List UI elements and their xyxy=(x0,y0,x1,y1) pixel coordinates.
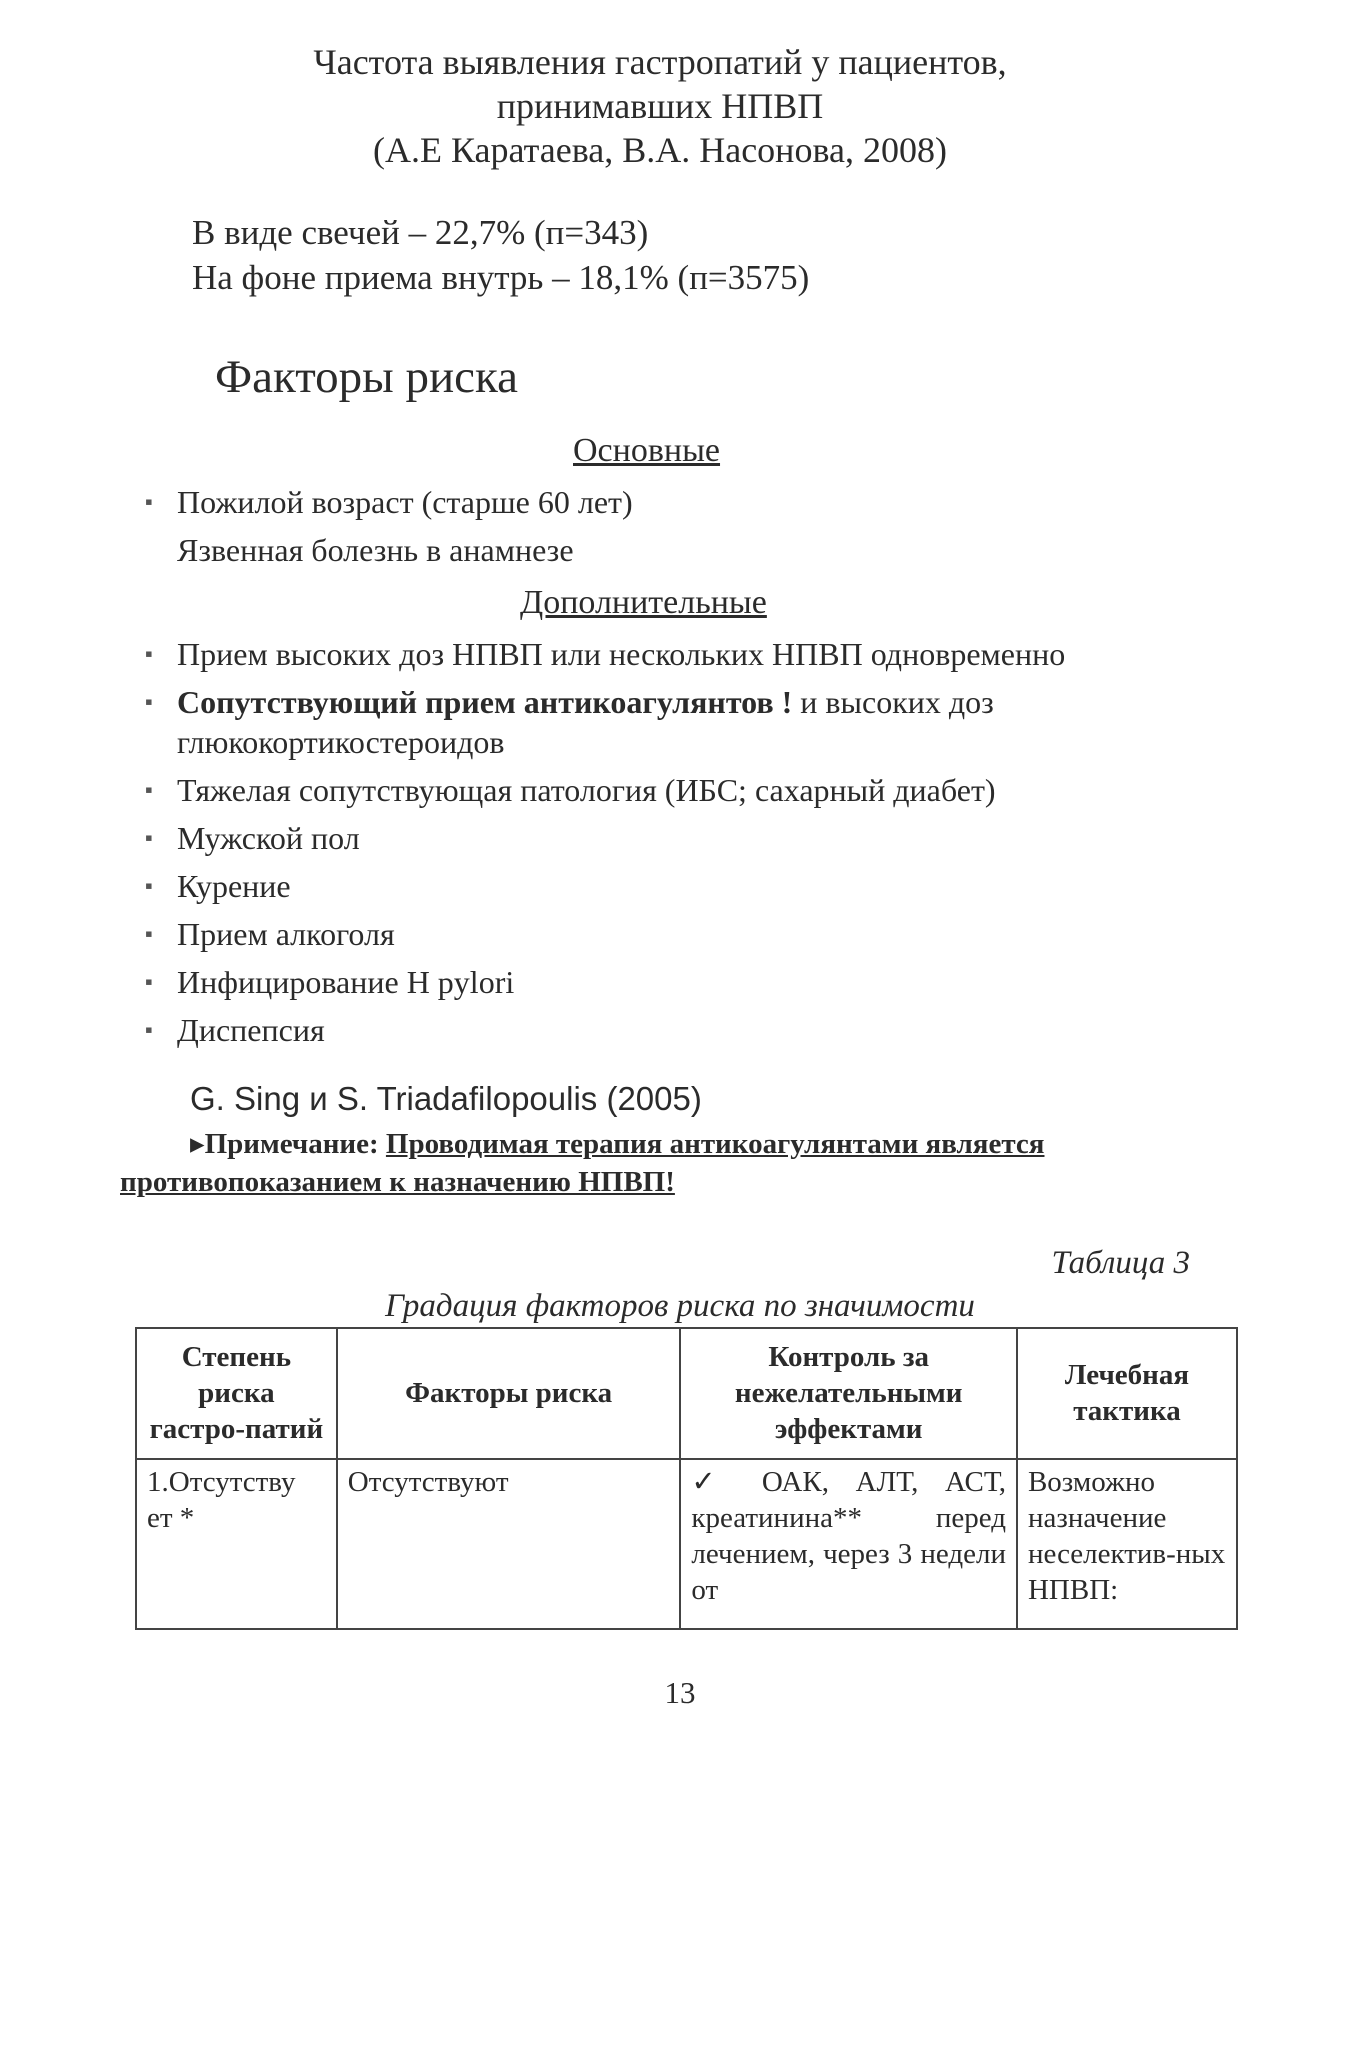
heading-line-1: Частота выявления гастропатий у пациентов, xyxy=(313,42,1007,82)
col-header-degree: Степень риска гастро-патий xyxy=(136,1328,337,1459)
frequency-stats xyxy=(192,210,809,300)
bullet-icon: ▪ xyxy=(145,969,153,994)
list-item: Язвенная болезнь в анамнезе xyxy=(177,532,574,568)
heading-line-3: (А.Е Каратаева, В.А. Насонова, 2008) xyxy=(373,130,947,170)
stat-suppositories: В виде свечей – 22,7% (п=343) xyxy=(192,213,649,252)
source-citation: G. Sing и S. Triadafilopoulis (2005) xyxy=(190,1080,702,1117)
list-item: ▪ Мужской пол xyxy=(145,820,360,856)
list-item: ▪ Тяжелая сопутствующая патология (ИБС; сахарный диабет) xyxy=(145,772,996,808)
cell-degree: 1.Отсутству ет * xyxy=(136,1459,337,1629)
table-label: Таблица 3 xyxy=(1051,1245,1190,1281)
col-header-tactics: Лечебная тактика xyxy=(1017,1328,1237,1459)
remark-text-2: противопоказанием к назначению НПВП! xyxy=(120,1166,675,1198)
heading-line-2: принимавших НПВП xyxy=(496,86,824,126)
page-number: 13 xyxy=(664,1675,696,1710)
bullet-icon: ▪ xyxy=(145,689,153,714)
risk-factors-title: Факторы риска xyxy=(215,351,518,403)
additional-factors-list xyxy=(145,634,1195,1058)
bullet-icon: ▪ xyxy=(145,777,153,802)
col-header-factors: Факторы риска xyxy=(337,1328,681,1459)
list-item: ▪ Пожилой возраст (старше 60 лет) xyxy=(145,484,633,520)
list-item: ▪ Курение xyxy=(145,868,291,904)
additional-factors-heading: Дополнительные xyxy=(520,584,767,621)
list-item: ▪ Прием высоких доз НПВП или нескольких НПВП одновременно xyxy=(145,636,1066,672)
remark-note xyxy=(120,1125,1180,1201)
risk-gradation-table xyxy=(135,1327,1238,1630)
bullet-icon: ▪ xyxy=(145,489,153,514)
cell-tactics: Возможно назначение неселектив-ных НПВП: xyxy=(1017,1459,1237,1629)
list-item: ▪ Диспепсия xyxy=(145,1012,325,1048)
cell-factors: Отсутствуют xyxy=(337,1459,681,1629)
main-factors-heading: Основные xyxy=(573,432,721,469)
table-caption: Градация факторов риска по значимости xyxy=(385,1288,975,1324)
cell-control: ✓ ОАК, АЛТ, АСТ, креатинина** перед лечением, через 3 недели от xyxy=(680,1459,1017,1629)
arrow-icon: ▸ xyxy=(190,1128,205,1160)
list-item xyxy=(145,682,1195,762)
bullet-icon: ▪ xyxy=(145,641,153,666)
bullet-icon: ▪ xyxy=(145,921,153,946)
anticoagulants-text: Сопутствующий прием антикоагулянтов ! xyxy=(177,684,793,720)
glucocorticoids-text: и высоких доз глюкокортикостероидов xyxy=(177,684,994,760)
list-item: ▪ Инфицирование H pylori xyxy=(145,964,515,1000)
remark-text-1: Проводимая терапия антикоагулянтами является xyxy=(385,1128,1045,1160)
main-factors-list xyxy=(145,482,1195,578)
bullet-icon: ▪ xyxy=(145,1017,153,1042)
bullet-icon: ▪ xyxy=(145,825,153,850)
remark-label: Примечание: xyxy=(204,1128,386,1160)
document-heading xyxy=(230,40,1090,172)
bullet-icon: ▪ xyxy=(145,873,153,898)
stat-oral: На фоне приема внутрь – 18,1% (п=3575) xyxy=(192,258,810,297)
table-row xyxy=(136,1459,1237,1629)
col-header-control: Контроль за нежелательными эффектами xyxy=(680,1328,1017,1459)
table-header-row xyxy=(136,1328,1237,1459)
list-item: ▪ Прием алкоголя xyxy=(145,916,395,952)
